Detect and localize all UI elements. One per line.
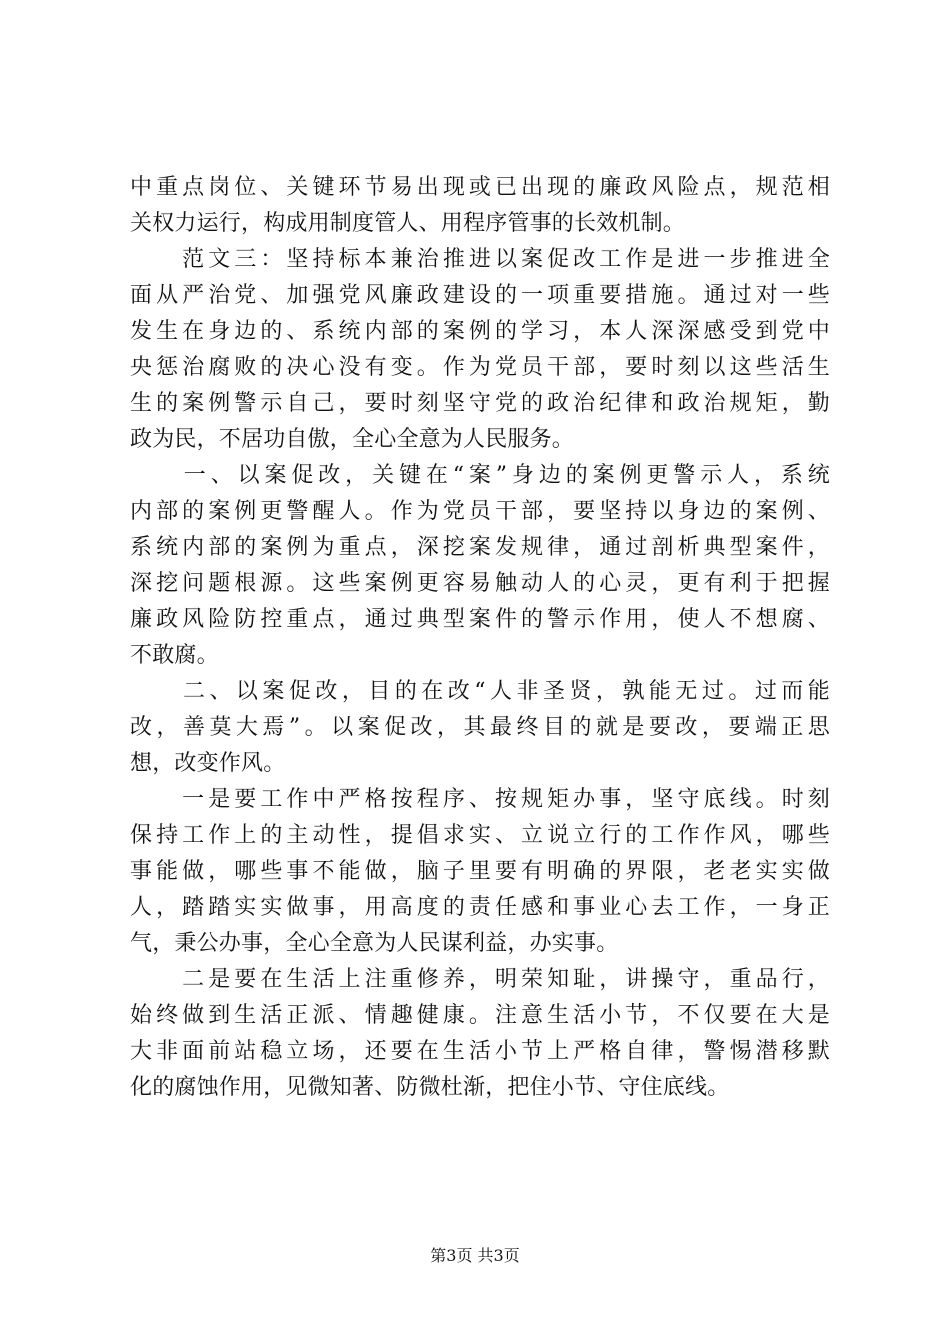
text-line: 中重点岗位、关键环节易出现或已出现的廉政风险点，规范相 [130, 175, 830, 200]
text-line: 内部的案例更警醒人。作为党员干部，要坚持以身边的案例、 [130, 499, 830, 524]
text-line: 改，善莫大焉”。以案促改，其最终目的就是要改，要端正思 [130, 715, 830, 740]
text-line: 人，踏踏实实做事，用高度的责任感和事业心去工作，一身正 [130, 895, 830, 920]
text-line: 一是要工作中严格按程序、按规矩办事，坚守底线。时刻 [130, 787, 830, 812]
text-line: 发生在身边的、系统内部的案例的学习，本人深深感受到党中 [130, 319, 830, 344]
text-line: 生的案例警示自己，要时刻坚守党的政治纪律和政治规矩，勤 [130, 391, 830, 416]
text-line: 关权力运行，构成用制度管人、用程序管事的长效机制。 [130, 211, 686, 236]
text-line: 廉政风险防控重点，通过典型案件的警示作用，使人不想腐、 [130, 607, 830, 632]
text-line: 政为民，不居功自傲，全心全意为人民服务。 [130, 427, 575, 452]
text-line: 面从严治党、加强党风廉政建设的一项重要措施。通过对一些 [130, 283, 830, 308]
text-line: 系统内部的案例为重点，深挖案发规律，通过剖析典型案件， [130, 535, 830, 560]
text-line: 化的腐蚀作用，见微知著、防微杜渐，把住小节、守住底线。 [130, 1075, 730, 1100]
text-line: 二、以案促改，目的在改“人非圣贤，孰能无过。过而能 [130, 679, 830, 704]
text-line: 一、以案促改，关键在“案”身边的案例更警示人，系统 [130, 463, 830, 488]
text-line: 深挖问题根源。这些案例更容易触动人的心灵，更有利于把握 [130, 571, 830, 596]
text-line: 不敢腐。 [130, 643, 219, 668]
text-line: 气，秉公办事，全心全意为人民谋利益，办实事。 [130, 931, 619, 956]
text-line: 事能做，哪些事不能做，脑子里要有明确的界限，老老实实做 [130, 859, 830, 884]
text-line: 始终做到生活正派、情趣健康。注意生活小节，不仅要在大是 [130, 1003, 830, 1028]
text-line: 保持工作上的主动性，提倡求实、立说立行的工作作风，哪些 [130, 823, 830, 848]
text-line: 央惩治腐败的决心没有变。作为党员干部，要时刻以这些活生 [130, 355, 830, 380]
text-line: 大非面前站稳立场，还要在生活小节上严格自律，警惕潜移默 [130, 1039, 830, 1064]
document-body [130, 170, 830, 1106]
text-line: 想，改变作风。 [130, 751, 286, 776]
text-line: 范文三：坚持标本兼治推进以案促改工作是进一步推进全 [130, 247, 830, 272]
page-number-footer: 第3页 共3页 [430, 1246, 520, 1265]
text-line: 二是要在生活上注重修养，明荣知耻，讲操守，重品行， [130, 967, 830, 992]
